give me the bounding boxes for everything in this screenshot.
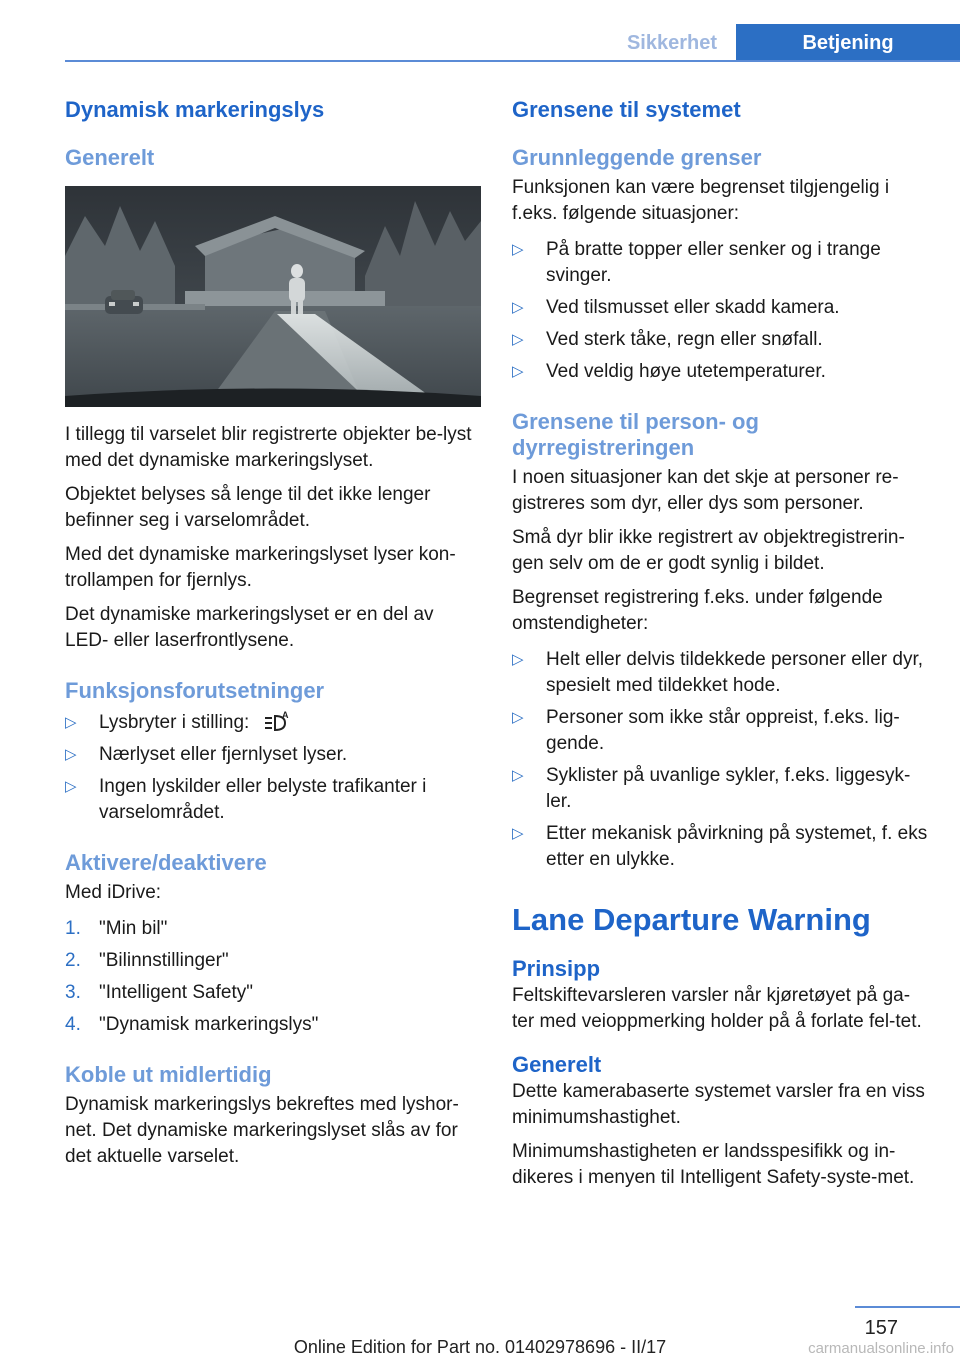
heading-koble-ut: Koble ut midlertidig [65,1062,272,1087]
bullet-icon: ▷ [512,709,524,726]
heading-aktivere-deaktivere: Aktivere/deaktivere [65,850,267,875]
watermark: carmanualsonline.info [808,1340,954,1357]
paragraph: Dynamisk markeringslys bekreftes med lyshor-net. Det dynamiske markeringslyset slås av for det aktuelle varselet. [65,1094,459,1167]
right-column [512,96,930,1191]
paragraph: Det dynamiske markeringslyset er en del av LED- eller laserfrontlysene. [65,604,434,651]
tab-sikkerhet[interactable]: Sikkerhet [608,24,736,62]
bullet-icon: ▷ [512,241,524,258]
heading-lane-departure-warning: Lane Departure Warning [512,902,871,937]
header-rule [65,60,960,62]
bullet-icon: ▷ [65,778,77,795]
step-item: 2. "Bilinnstillinger" [65,950,229,971]
paragraph: Funksjonen kan være begrenset tilgjengelig i f.eks. følgende situasjoner: [512,177,890,224]
heading-prinsipp: Prinsipp [512,956,601,981]
night-road-illustration [65,186,481,407]
heading-generelt: Generelt [65,145,155,170]
list-item: ▷ Ved sterk tåke, regn eller snøfall. [512,327,930,353]
bullet-icon: ▷ [512,651,524,668]
step-item: 1. "Min bil" [65,918,168,939]
list-item: ▷ Ingen lyskilder eller belyste trafikanter i varselområdet. [65,776,427,823]
section-title-dynamisk: Dynamisk markeringslys [65,97,325,122]
bullet-icon: ▷ [512,363,524,380]
footer-rule [855,1306,960,1308]
bullet-icon: ▷ [65,714,77,731]
step-item: 3. "Intelligent Safety" [65,982,253,1003]
heading-grunnleggende: Grunnleggende grenser [512,145,762,170]
bullet-icon: ▷ [512,299,524,316]
paragraph: Objektet belyses så lenge til det ikke lenger befinner seg i varselområdet. [65,484,431,531]
step-item: 4. "Dynamisk markeringslys" [65,1014,319,1035]
paragraph: I tillegg til varselet blir registrerte objekter be-lyst med det dynamiske markeringslyset. [65,424,472,471]
paragraph: Med iDrive: [65,882,162,903]
bullet-icon: ▷ [65,746,77,763]
list-item: ▷ Etter mekanisk påvirkning på systemet, f. eks etter en ulykke. [512,823,928,870]
paragraph: Dette kamerabaserte systemet varsler fra en viss minimumshastighet. [512,1081,925,1128]
heading-person-dyr: Grensene til person- og dyrregistreringen [512,409,759,460]
left-column [65,96,481,1170]
idrive-steps [65,916,481,1038]
paragraph: Minimumshastigheten er landsspesifikk og in-dikeres i menyen til Intelligent Safety-syste-met. [512,1141,915,1188]
tab-betjening[interactable]: Betjening [736,24,960,62]
paragraph: Begrenset registrering f.eks. under følgende omstendigheter: [512,587,883,634]
paragraph: Små dyr blir ikke registrert av objektregistrerin-gen selv om de er godt synlig i bildet. [512,527,905,574]
page-number: 157 [864,1317,898,1339]
edition-text: Online Edition for Part no. 01402978696 - II/17 [293,1337,667,1357]
auto-headlight-icon [263,710,293,732]
list-item: ▷ Personer som ikke står oppreist, f.eks. lig-gende. [512,707,900,754]
list-item: ▷ Ved tilsmusset eller skadd kamera. [512,295,930,321]
requirements-list [65,710,481,826]
detection-limits-list [512,647,930,873]
section-title-grensene: Grensene til systemet [512,97,741,122]
list-item: ▷ Syklister på uvanlige sykler, f.eks. liggesyk-ler. [512,765,911,812]
paragraph: Feltskiftevarsleren varsler når kjøretøyet på ga-ter med veioppmerking holder på å forlate fel-tet. [512,985,922,1032]
list-item: ▷ Helt eller delvis tildekkede personer eller dyr, spesielt med tildekket hode. [512,649,924,696]
heading-funksjonsforutsetninger: Funksjonsforutsetninger [65,678,325,703]
list-item: ▷ Nærlyset eller fjernlyset lyser. [65,742,481,768]
bullet-icon: ▷ [512,767,524,784]
paragraph: I noen situasjoner kan det skje at personer re-gistreres som dyr, eller dys som personer. [512,467,899,514]
bullet-icon: ▷ [512,825,524,842]
list-item: ▷ På bratte topper eller senker og i trange svinger. [512,239,881,286]
bullet-icon: ▷ [512,331,524,348]
paragraph: Med det dynamiske markeringslyset lyser kon-trollampen for fjernlys. [65,544,456,591]
limits-list [512,237,930,385]
svg-text:A: A [281,710,289,720]
heading-generelt-lane: Generelt [512,1052,602,1077]
list-item: ▷ Ved veldig høye utetemperaturer. [512,359,930,385]
list-item: ▷ Lysbryter i stilling: A [65,710,481,736]
